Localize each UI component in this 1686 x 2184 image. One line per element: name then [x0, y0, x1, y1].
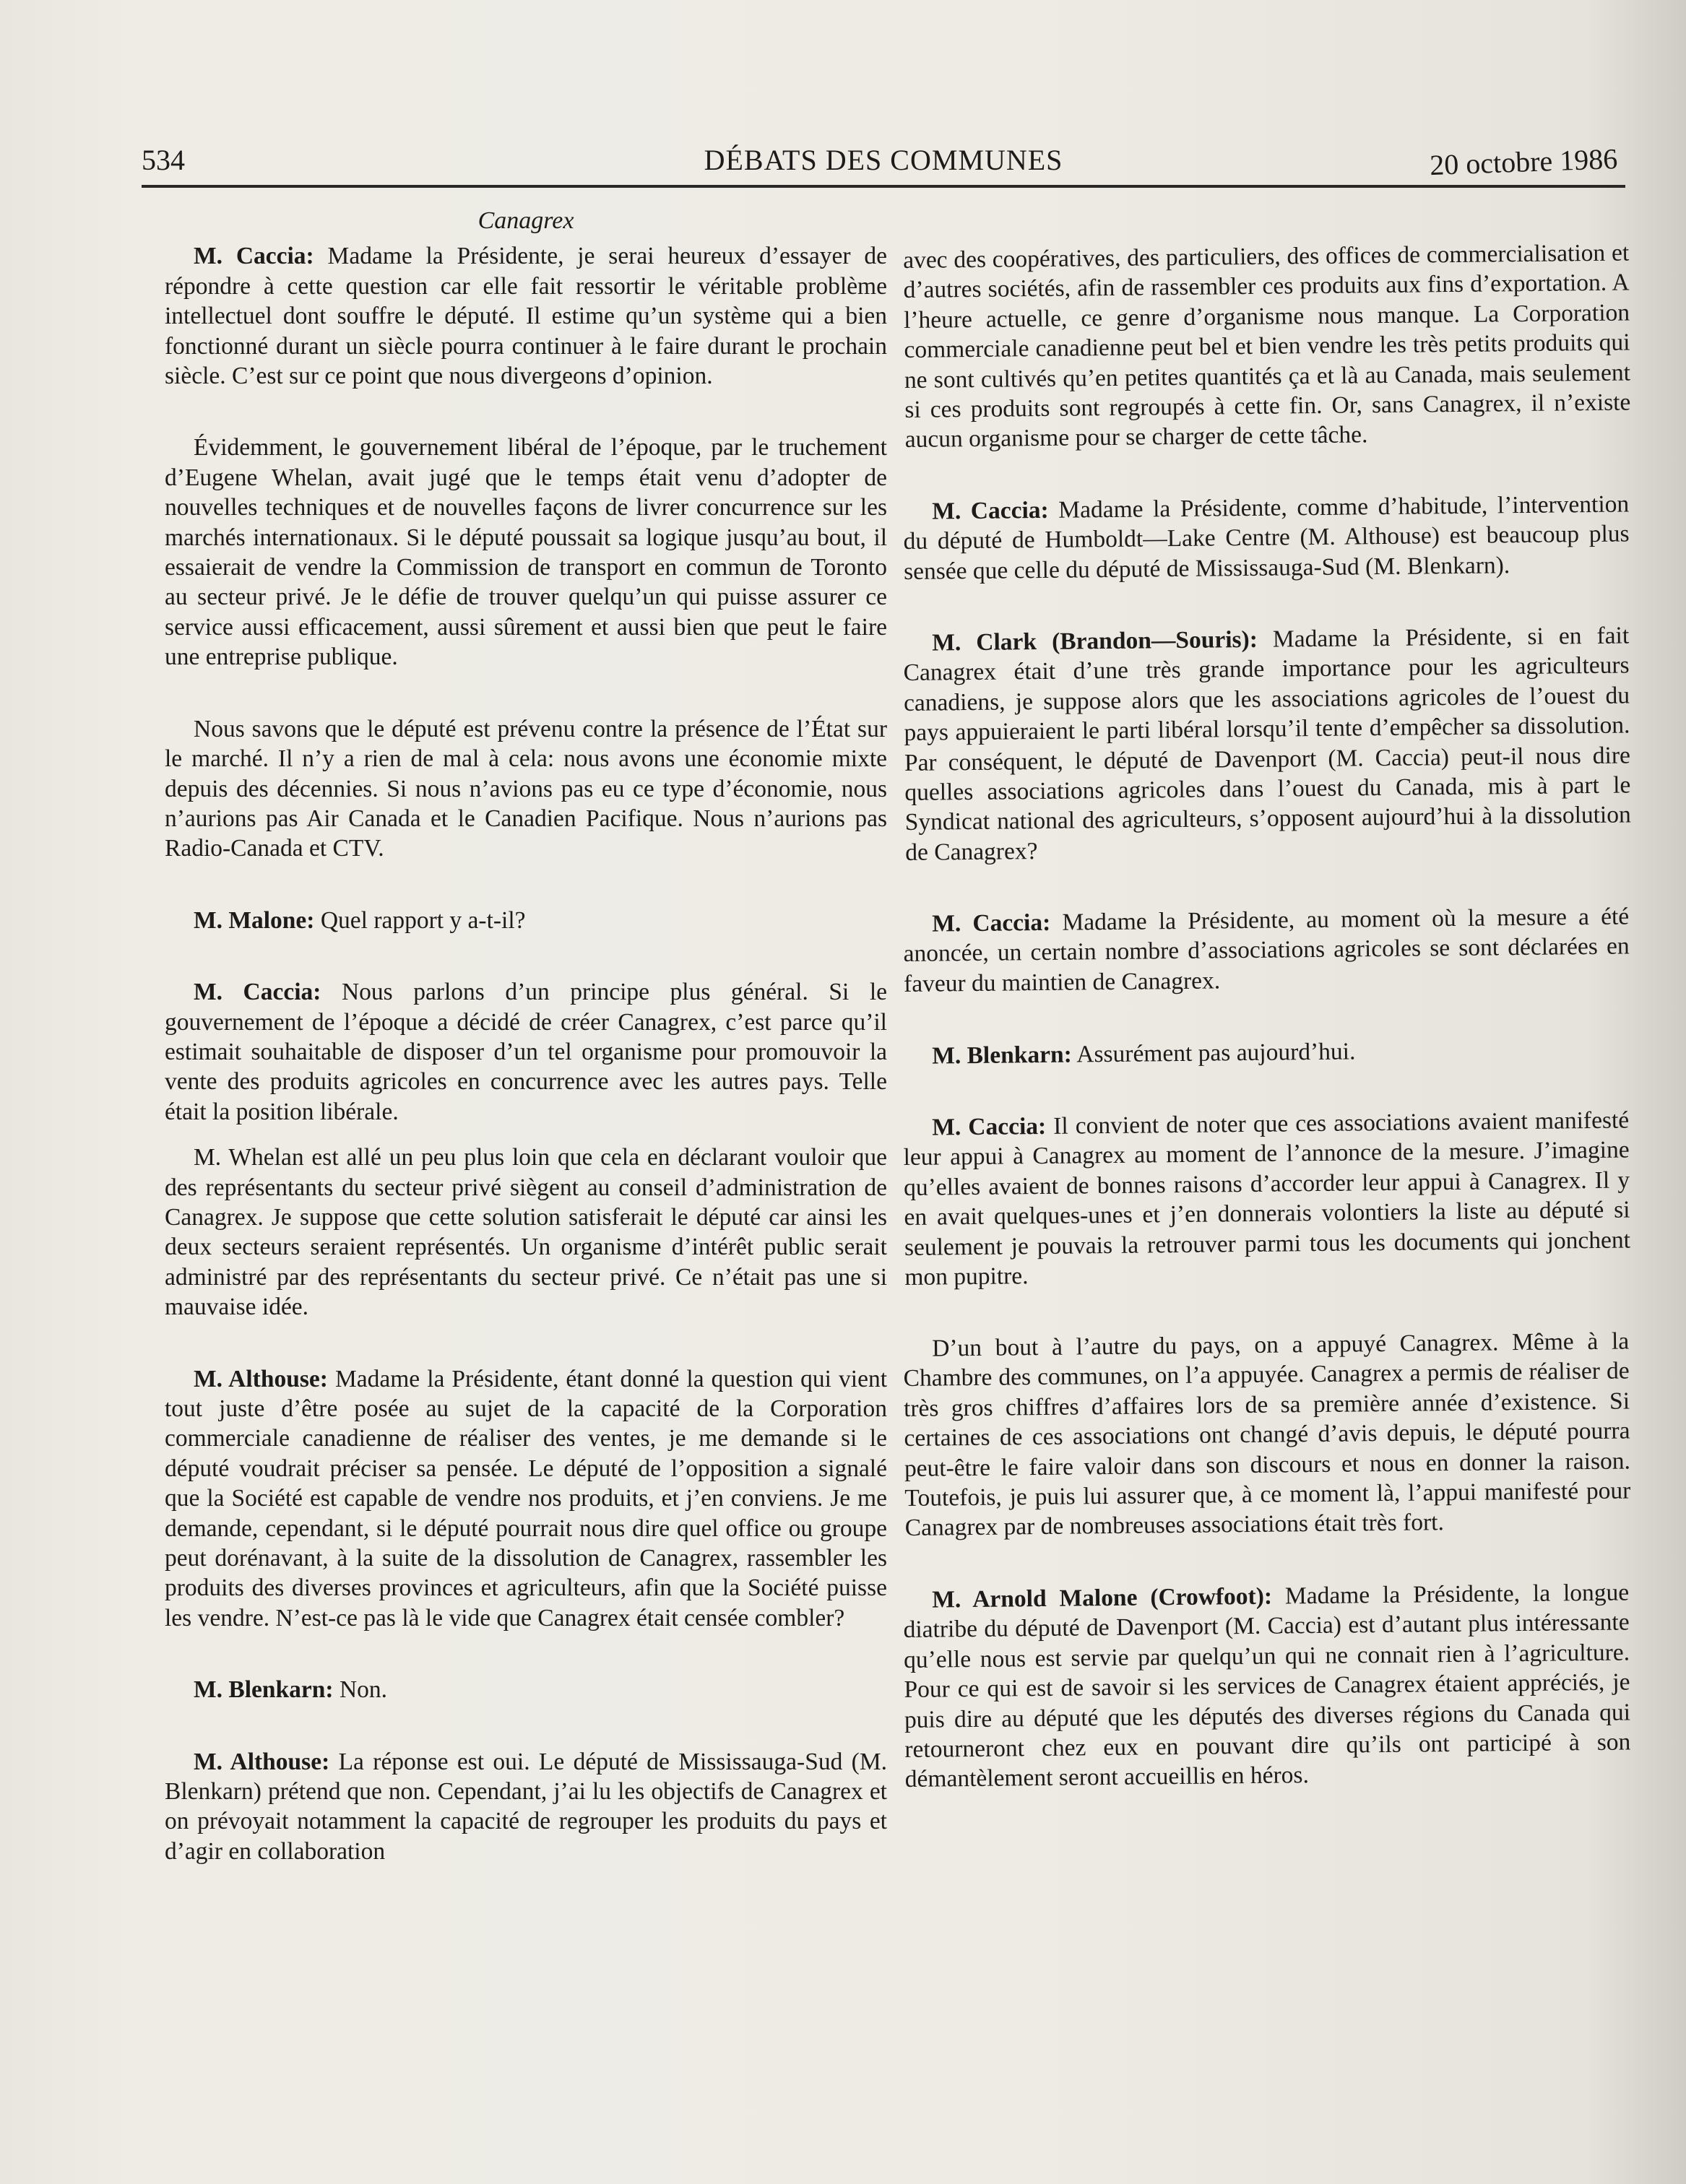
- speaker: M. Blenkarn:: [194, 1676, 334, 1704]
- publication-title: DÉBATS DES COMMUNES: [704, 144, 1063, 176]
- speech-text: Madame la Présidente, comme d’habitude, l’intervention du député de Humboldt—Lake Centre (M. Althouse) est beaucoup plus sensée que celle du député de Mississauga-Sud (M. Blenkarn).: [903, 490, 1630, 585]
- speaker: M. Malone:: [194, 906, 315, 934]
- paragraph: [165, 714, 887, 864]
- speech-text: Madame la Présidente, si en fait Canagrex était d’une très grande importance pour les agriculteurs canadiens, je suppose alors que les associations agricoles de l’ouest du pays appuieraient le parti libéral lorsqu’il tente d’empêcher sa dissolution. Par conséquent, le député de Davenport (M. Caccia) peut-il nous dire quelles associations agricoles dans l’ouest du Canada, mis à part le Syndicat national des agriculteurs, s’opposent aujourd’hui à la dissolution de Canagrex?: [903, 622, 1631, 866]
- paragraph: [165, 1364, 887, 1634]
- page-header: [142, 142, 1625, 188]
- paragraph: [903, 1327, 1631, 1543]
- paragraph: [165, 977, 887, 1127]
- right-column: [903, 239, 1631, 1837]
- paragraph: [165, 241, 887, 391]
- paragraph: [165, 906, 887, 935]
- speech-text: M. Whelan est allé un peu plus loin que cela en déclarant vouloir que des représentants du secteur privé siègent au conseil d’administration de Canagrex. Je suppose que cette solution satisferait le député car ainsi les deux secteurs seraient représentés. Un organisme d’intérêt public serait administré par des représentants du secteur privé. Ce n’était pas une si mauvaise idée.: [165, 1144, 887, 1321]
- speech-text: Il convient de noter que ces associations avaient manifesté leur appui à Canagrex au moment de l’annonce de la mesure. J’imagine qu’elles avaient de bonnes raisons d’accorder leur appui à Canagrex. Il y en avait quelques-unes et j’en donnerais volontiers la liste au député si seulement je pouvais la retrouver parmi tous les documents qui jonchent mon pupitre.: [903, 1106, 1631, 1291]
- left-column: [165, 206, 887, 1908]
- speech-text: Assurément pas aujourd’hui.: [1071, 1037, 1356, 1068]
- paragraph: [165, 1747, 887, 1867]
- speech-text: Non.: [333, 1676, 388, 1704]
- paragraph: [165, 433, 887, 672]
- speech-text: D’un bout à l’autre du pays, on a appuyé Canagrex. Même à la Chambre des communes, on l’a appuyée. Canagrex a permis de réaliser de très gros chiffres d’affaires lors de sa première année d’existence. Si certaines de ces associations ont changé d’avis depuis, le député pourra peut-être le faire valoir dans son discours et nous en donner la raison. Toutefois, je puis lui assurer que, à ce moment là, l’appui manifesté pour Canagrex par de nombreuses associations était très fort.: [903, 1327, 1631, 1542]
- paragraph: [903, 238, 1631, 454]
- speech-text: avec des coopératives, des particuliers, des offices de commercialisation et d’autres sociétés, afin de rassembler ces produits aux fins d’exportation. A l’heure actuelle, ce genre d’organisme nous manque. La Corporation commerciale canadienne peut bel et bien vendre les très petits produits qui ne sont cultivés qu’en petites quantités ça et là au Canada, mais seulement si ces produits sont regroupés à cette fin. Or, sans Canagrex, il n’existe aucun organisme pour se charger de cette tâche.: [903, 239, 1631, 454]
- speaker: M. Caccia:: [932, 1112, 1047, 1141]
- issue-date: 20 octobre 1986: [1429, 142, 1618, 182]
- paragraph: [903, 1105, 1631, 1292]
- speaker: M. Blenkarn:: [932, 1041, 1072, 1070]
- section-heading: Canagrex: [477, 207, 574, 234]
- paragraph: [903, 489, 1630, 586]
- paragraph: [903, 1578, 1631, 1795]
- paragraph: [165, 1675, 887, 1704]
- speech-text: Madame la Présidente, au moment où la mesure a été anoncée, un certain nombre d’associations agricoles se sont déclarées en faveur du maintien de Canagrex.: [903, 903, 1630, 998]
- speaker: M. Althouse:: [194, 1365, 328, 1392]
- paragraph: [903, 621, 1631, 868]
- speech-text: La réponse est oui. Le député de Mississauga-Sud (M. Blenkarn) prétend que non. Cependant, j’ai lu les objectifs de Canagrex et on prévoyait notamment la capacité de regrouper les produits du pays et d’agir en collaboration: [165, 1748, 888, 1865]
- page-number: 534: [142, 144, 185, 176]
- speaker: M. Caccia:: [932, 496, 1049, 525]
- speaker: M. Althouse:: [194, 1748, 330, 1775]
- speech-text: Madame la Présidente, la longue diatribe du député de Davenport (M. Caccia) est d’autant plus intéressante qu’elle nous est servie par quelqu’un qui ne connait rien à l’agriculture. Pour ce qui est de savoir si les services de Canagrex étaient appréciés, je puis dire au député que les députés des diverses régions du Canada qui retourneront chez eux en pouvant dire qu’ils ont participé à son démantèlement seront accueillis en héros.: [903, 1579, 1631, 1793]
- paragraph: [903, 1034, 1629, 1071]
- speech-text: Madame la Présidente, étant donné la question qui vient tout juste d’être posée au sujet de la capacité de la Corporation commerciale canadienne de réaliser des ventes, je me demande si le député voudrait préciser sa pensée. Le député de l’opposition a signalé que la Société est capable de vendre nos produits, et j’en conviens. Je me demande, cependant, si le député pourrait nous dire quel office ou groupe peut dorénavant, à la suite de la dissolution de Canagrex, rassembler les produits des diverses provinces et agriculteurs, afin que la Société puisse les vendre. N’est-ce pas là le vide que Canagrex était censée combler?: [165, 1365, 888, 1632]
- paragraph: [165, 1143, 887, 1322]
- speaker: M. Clark (Brandon—Souris):: [932, 625, 1258, 656]
- speaker: M. Caccia:: [194, 979, 321, 1006]
- speech-text: Nous savons que le député est prévenu contre la présence de l’État sur le marché. Il n’y a rien de mal à cela: nous avons une économie mixte depuis des décennies. Si nous n’avions pas eu ce type d’économie, nous n’aurions pas Air Canada et le Canadien Pacifique. Nous n’aurions pas Radio-Canada et CTV.: [165, 715, 887, 862]
- speaker: M. Caccia:: [932, 909, 1051, 937]
- paragraph: [903, 902, 1630, 1000]
- speech-text: Nous parlons d’un principe plus général. Si le gouvernement de l’époque a décidé de créer Canagrex, c’est parce qu’il estimait souhaitable de disposer d’un tel organisme pour promouvoir la vente des produits agricoles en concurrence avec les autres pays. Telle était la position libérale.: [165, 979, 888, 1125]
- speech-text: Quel rapport y a-t-il?: [314, 906, 526, 934]
- speaker: M. Caccia:: [194, 243, 314, 270]
- speaker: M. Arnold Malone (Crowfoot):: [932, 1582, 1273, 1613]
- speech-text: Évidemment, le gouvernement libéral de l’époque, par le truchement d’Eugene Whelan, avait jugé que le temps était venu d’adopter de nouvelles techniques et de nouvelles façons de livrer concurrence sur les marchés internationaux. Si le député poussait sa logique jusqu’au bout, il essaierait de vendre la Commission de transport en commun de Toronto au secteur privé. Je le défie de trouver quelqu’un qui puisse assurer ce service aussi efficacement, aussi sûrement et aussi bien que peut le faire une entreprise publique.: [165, 434, 887, 671]
- speech-text: Madame la Présidente, je serai heureux d’essayer de répondre à cette question car elle fait ressortir le véritable problème intellectuel dont souffre le député. Il estime qu’un système qui a bien fonctionné durant un siècle pourra continuer à le faire durant le prochain siècle. C’est sur ce point que nous divergeons d’opinion.: [165, 243, 888, 390]
